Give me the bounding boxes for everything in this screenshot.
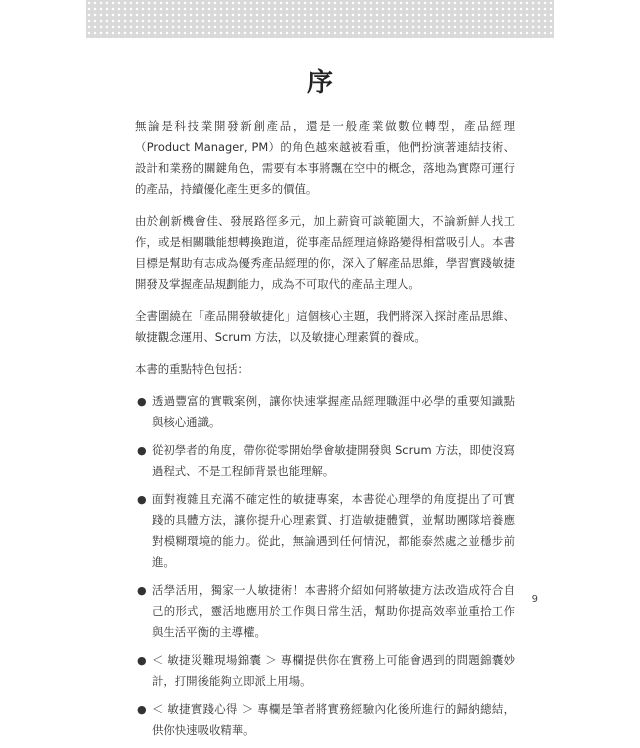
page-number: 9 [531,594,538,605]
bullet-icon: ● [137,493,147,506]
bullet-icon: ● [137,444,147,457]
paragraph-career: 由於創新機會佳、發展路徑多元，加上薪資可談範圍大，不論新鮮人找工作，或是相關職能想轉換跑道，從事產品經理這條路變得相當吸引人。本書目標是幫助有志成為優秀產品經理的你，深入了解產品思維，學習實踐敏捷開發及掌握產品規劃能力，成為不可取代的產品主理人。 [135,214,515,291]
list-item [135,489,515,573]
preface-body [135,116,515,748]
paragraph-intro: 無論是科技業開發新創產品，還是一般產業做數位轉型，產品經理（Product Manager, PM）的角色越來越被看重，他們扮演著連結技術、設計和業務的關鍵角色，需要有本事將飄在空中的概念，落地為實際可運行的產品，持續優化產生更多的價值。 [135,119,515,196]
header-pattern-band [86,0,554,38]
list-item [135,440,515,482]
list-item [135,580,515,643]
list-item [135,391,515,433]
paragraph-theme: 全書圍繞在「產品開發敏捷化」這個核心主題，我們將深入探討產品思維、敏捷觀念運用、Scrum 方法，以及敏捷心理素質的養成。 [135,309,515,344]
list-item [135,650,515,692]
feature-list [135,391,515,741]
list-item-text: ＜ 敏捷災難現場錦囊 ＞ 專欄提供你在實務上可能會遇到的問題錦囊妙計，打開後能夠立即派上用場。 [152,653,515,688]
list-item-text: 從初學者的角度，帶你從零開始學會敏捷開發與 Scrum 方法，即使沒寫過程式、不是工程師背景也能理解。 [152,443,515,478]
bullet-icon: ● [137,703,147,716]
list-item-text: ＜ 敏捷實踐心得 ＞ 專欄是筆者將實務經驗內化後所進行的歸納總結，供你快速吸收精華。 [152,702,515,737]
list-item-text: 透過豐富的實戰案例，讓你快速掌握產品經理職涯中必學的重要知識點與核心通識。 [152,394,515,429]
list-item-text: 面對複雜且充滿不確定性的敏捷專案，本書從心理學的角度提出了可實踐的具體方法，讓你提升心理素質、打造敏捷體質，並幫助團隊培養應對模糊環境的能力。從此，無論遇到任何情況，都能泰然處之並穩步前進。 [152,492,515,569]
list-item [135,699,515,741]
bullet-icon: ● [137,654,147,667]
bullet-icon: ● [137,395,147,408]
page-title: 序 [306,68,333,98]
paragraph-features-intro: 本書的重點特色包括： [135,362,249,376]
list-item-text: 活學活用，獨家一人敏捷術！本書將介紹如何將敏捷方法改造成符合自己的形式，靈活地應用於工作與日常生活，幫助你提高效率並重拾工作與生活平衡的主導權。 [152,583,515,639]
bullet-icon: ● [137,584,147,597]
